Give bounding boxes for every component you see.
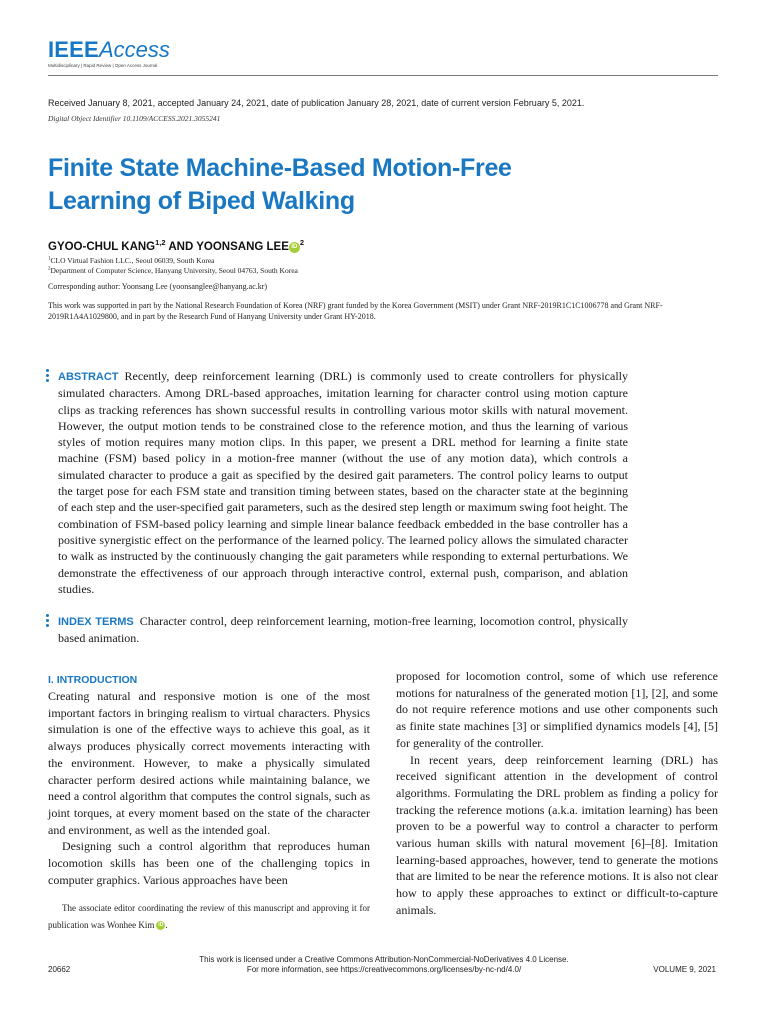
editor-footnote-text: The associate editor coordinating the review of this manuscript and approving it for publication was Wonhee Kim <box>48 903 370 930</box>
title-line-2: Learning of Biped Walking <box>48 187 355 215</box>
affiliation-1-text: CLO Virtual Fashion LLC., Seoul 06039, South Korea <box>50 256 215 265</box>
logo-access: Access <box>98 37 170 62</box>
index-terms-marker <box>46 614 50 629</box>
intro-paragraph-3: proposed for locomotion control, some of which use reference motions for naturalness of the generated motion [1], [2], and some do not require reference motions and use other components such as finite state machines [3] or simplified dynamics models [4], [5] for generality of the controller. <box>396 669 718 750</box>
affiliation-2-text: Department of Computer Science, Hanyang University, Seoul 04763, South Korea <box>50 266 298 275</box>
editor-footnote: The associate editor coordinating the review of this manuscript and approving it for publication was Wonhee Kim iD . <box>48 903 370 930</box>
logo-ieee: IEEE <box>48 37 99 62</box>
affiliation-2-sup: 2 <box>48 266 51 272</box>
journal-logo <box>48 38 170 68</box>
intro-paragraph-4: In recent years, deep reinforcement learning (DRL) has received significant attention in the development of control algorithms. Formulating the DRL problem as finding a policy for tracking the reference motions (a.k.a. imitation learning) has been proven to be a powerful way to control a character to perform various human skills with natural movement [6]–[8]. Imitation learning-based approaches, however, tend to generate the motions that are limited to be near the reference motions. It is also not clear how to apply these approaches to extinct or difficult-to-capture animals. <box>396 752 718 917</box>
author-2-affil: 2 <box>299 238 305 247</box>
logo-wordmark <box>48 38 170 62</box>
orcid-icon[interactable]: iD <box>289 242 300 253</box>
header-divider <box>48 75 718 76</box>
doi[interactable]: Digital Object Identifier 10.1109/ACCESS.2021.3055241 <box>48 114 221 123</box>
received-dates: Received January 8, 2021, accepted January 24, 2021, date of publication January 28, 2021, date of current version February 5, 2021. <box>48 98 585 108</box>
page-number: 20662 <box>48 965 71 974</box>
index-terms <box>58 613 628 647</box>
left-column <box>48 672 370 888</box>
author-2: YOONSANG LEE <box>196 241 289 253</box>
abstract-heading: ABSTRACT <box>58 371 119 383</box>
volume-info: VOLUME 9, 2021 <box>653 965 716 974</box>
right-column <box>396 668 718 919</box>
abstract-marker <box>46 369 50 384</box>
license-line-1[interactable]: This work is licensed under a Creative Commons Attribution-NonCommercial-NoDerivatives 4.0 License. <box>199 955 569 964</box>
license-line-2[interactable]: For more information, see https://creativecommons.org/licenses/by-nc-nd/4.0/ <box>246 965 522 974</box>
paper-title <box>48 152 708 218</box>
editor-orcid-icon[interactable]: iD <box>158 922 164 928</box>
corresponding-author: Corresponding author: Yoonsang Lee (yoonsanglee@hanyang.ac.kr) <box>48 282 268 291</box>
intro-paragraph-1: Creating natural and responsive motion is one of the most important factors in bringing realism to virtual characters. Physics simulation is one of the effective ways to achieve this goal, as it always produces physically correct movements interacting with the environment. However, to make a physically simulated character perform desired actions while maintaining balance, we need a control algorithm that computes the control signals, such as joint torques, at every moment based on the state of the character and environment, as well as the intended goal. <box>48 689 370 837</box>
affiliation-1 <box>48 256 215 265</box>
title-line-1: Finite State Machine-Based Motion-Free <box>48 154 512 182</box>
logo-tagline: Multidisciplinary | Rapid Review | Open Access Journal <box>48 63 158 68</box>
index-terms-text: Character control, deep reinforcement learning, motion-free learning, locomotion control, physically based animation. <box>58 614 628 646</box>
abstract <box>58 368 628 597</box>
author-and: AND <box>165 241 197 253</box>
index-terms-heading: INDEX TERMS <box>58 616 134 628</box>
affiliation-2 <box>48 266 298 275</box>
author-1-affil: 1,2 <box>155 238 166 247</box>
author-1: GYOO-CHUL KANG <box>48 241 156 253</box>
abstract-text: Recently, deep reinforcement learning (DRL) is commonly used to create controllers for physically simulated characters. Among DRL-based approaches, imitation learning for character control using motion capture clips as tracking references has shown successful results in controlling various motor skills with natural movement. However, the output motion tends to be constrained close to the reference motion, and thus the learning of various styles of motion requires many motion clips. In this paper, we present a DRL method for learning a finite state machine (FSM) based policy in a motion-free manner (without the use of any motion data), which controls a simulated character to produce a gait as specified by the desired gait parameters. The control policy learns to output the target pose for each FSM state and transition timing between states, based on the character state at the beginning of each step and the user-specified gait parameters, such as the desired step length or maximum swing foot height. The combination of FSM-based policy learning and simple linear balance feedback embedded in the base controller has a positive synergistic effect on the performance of the learned policy. The learned policy allows the simulated character to walk as instructed by the continuously changing the gait parameters while responding to external perturbations. We demonstrate the effectiveness of our approach through interactive control, external push, comparison, and ablation studies. <box>58 369 628 596</box>
affiliation-1-sup: 1 <box>48 256 51 262</box>
author-list <box>48 238 304 253</box>
section-heading-introduction: I. INTRODUCTION <box>48 674 138 686</box>
intro-paragraph-2: Designing such a control algorithm that reproduces human locomotion skills has been one of the challenging topics in computer graphics. Various approaches have been <box>48 839 370 887</box>
funding-statement: This work was supported in part by the National Research Foundation of Korea (NRF) grant funded by the Korea Government (MSIT) under Grant NRF-2019R1C1C1006778 and Grant NRF-2019R1A4A1029800, and in part by the Research Fund of Hanyang University under Grant HY-2018. <box>48 301 663 321</box>
